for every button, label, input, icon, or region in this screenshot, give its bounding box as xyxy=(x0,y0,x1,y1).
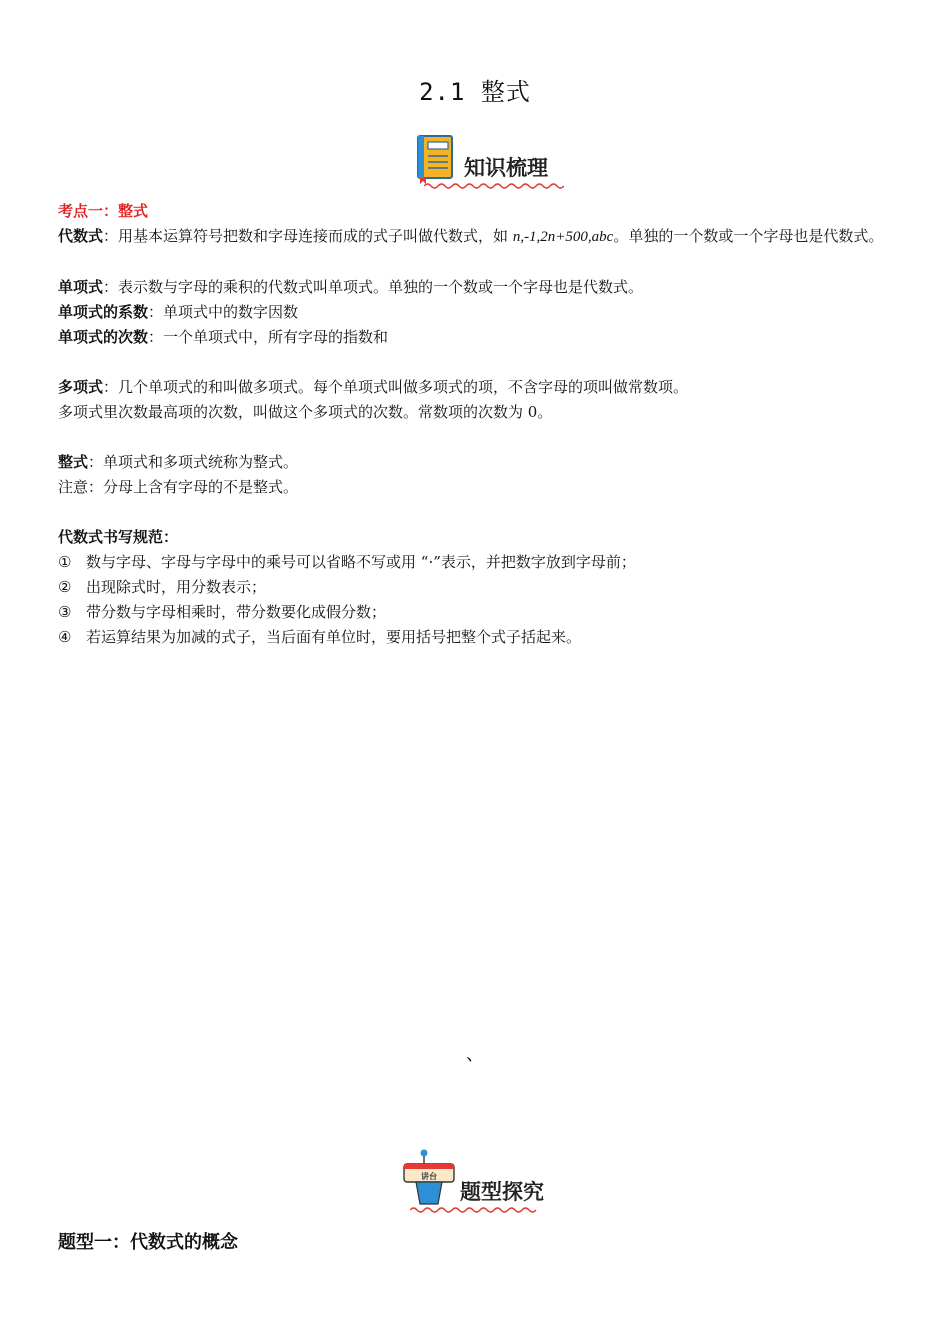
knowledge-banner-title: 知识梳理 xyxy=(464,152,548,184)
coefficient-definition: 单项式的系数：单项式中的数字因数 xyxy=(58,303,299,321)
rule-item: ④ 若运算结果为加减的式子，当后面有单位时，要用括号把整个式子括起来。 xyxy=(58,628,582,646)
rule-item: ③ 带分数与字母相乘时，带分数要化成假分数； xyxy=(58,603,387,621)
knowledge-content xyxy=(58,199,898,650)
practice-banner xyxy=(400,1148,544,1208)
polynomial-definition: 多项式：几个单项式的和叫做多项式。每个单项式叫做多项式的项，不含字母的项叫做常数项。 xyxy=(58,378,689,396)
rule-item: ① 数与字母、字母与字母中的乘号可以省略不写或用 “·”表示，并把数字放到字母前； xyxy=(58,553,636,571)
wavy-underline xyxy=(424,182,564,190)
book-icon xyxy=(416,134,454,184)
podium-icon xyxy=(400,1148,458,1208)
monomial-definition: 单项式：表示数与字母的乘积的代数式叫单项式。单独的一个数或一个字母也是代数式。 xyxy=(58,278,644,296)
point-heading: 考点一：整式 xyxy=(58,202,149,220)
integral-note: 注意：分母上含有字母的不是整式。 xyxy=(58,478,299,496)
rule-item: ② 出现除式时，用分数表示； xyxy=(58,578,267,596)
type-heading: 题型一：代数式的概念 xyxy=(58,1232,238,1253)
page-title: 2.1 整式 xyxy=(419,78,531,106)
wavy-underline xyxy=(410,1206,540,1214)
practice-banner-title: 题型探究 xyxy=(460,1176,544,1208)
podium-label: 讲台 xyxy=(421,1172,437,1181)
knowledge-banner xyxy=(416,134,548,184)
polynomial-degree: 多项式里次数最高项的次数，叫做这个多项式的次数。常数项的次数为 0。 xyxy=(58,403,553,421)
algebraic-definition: 代数式：用基本运算符号把数和字母连接而成的式子叫做代数式，如 n,-1,2n+500,abc。单独的一个数或一个字母也是代数式。 xyxy=(58,227,884,245)
degree-definition: 单项式的次数：一个单项式中，所有字母的指数和 xyxy=(58,328,389,346)
integral-definition: 整式：单项式和多项式统称为整式。 xyxy=(58,453,299,471)
rules-heading: 代数式书写规范： xyxy=(58,528,179,546)
stray-mark: 、 xyxy=(466,1044,484,1065)
